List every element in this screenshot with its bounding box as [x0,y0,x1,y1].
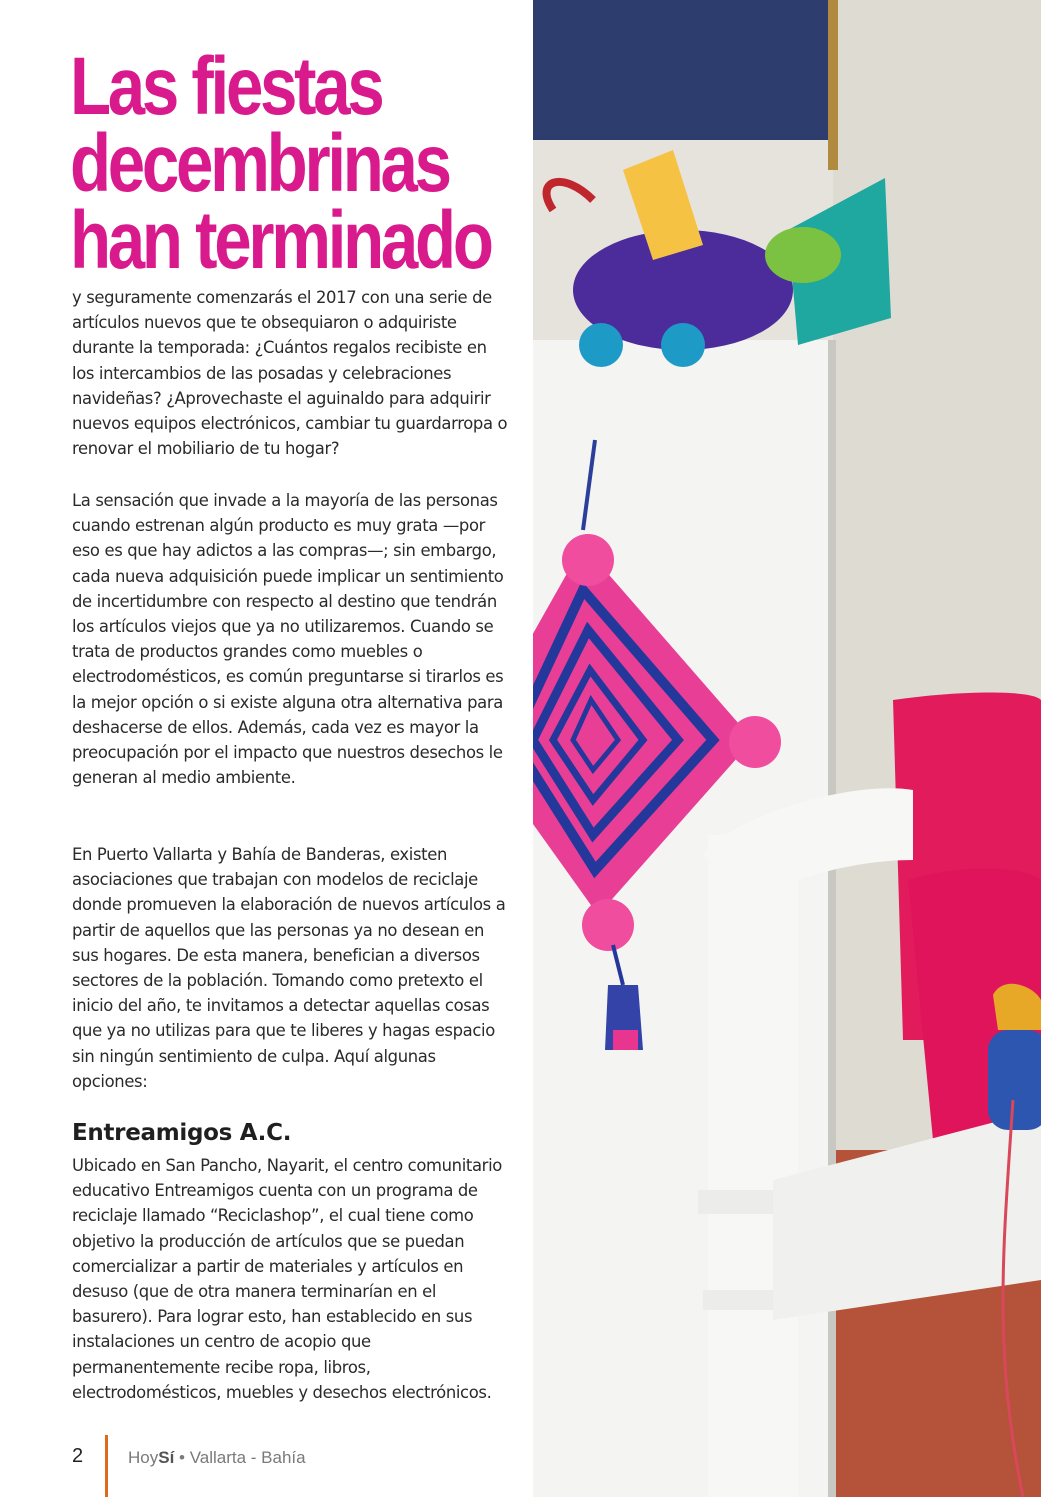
paragraph-2: La sensación que invade a la mayoría de las personas cuando estrenan algún producto es muy grata —por eso es que hay adictos a las compras—; sin embargo, cada nueva adquisición puede implicar un sentimiento de incertidumbre con respecto al destino que tendrán los artículos viejos que ya no utilizaremos. Cuando se trata de productos grandes como muebles o electrodomésticos, es común preguntarse si tirarlos es la mejor opción o si existe alguna otra alternativa para deshacerse de ellos. Además, cada vez es mayor la preocupación por el impacto que nuestros desechos le generan al medio ambiente. [72,491,504,788]
title-line-3: han terminado [70,195,491,286]
intro-paragraph: y seguramente comenzarás el 2017 con una serie de artículos nuevos que te obsequiaron o adquiriste durante la temporada: ¿Cuántos regalos recibiste en los intercambios de las posadas y celebraciones navideñas? ¿Aprovechaste el aguinaldo para adquirir nuevos equipos electrónicos, cambiar tu guardarropa o renovar el mobiliario de tu hogar? [72,288,508,459]
footer-divider [105,1435,108,1497]
publication-suffix: • Vallarta - Bahía [174,1448,306,1467]
decor-photo [533,0,1041,1497]
title-line-2: decembrinas [70,118,449,209]
title-line-1: Las fiestas [70,41,382,132]
section-paragraph: Ubicado en San Pancho, Nayarit, el centro comunitario educativo Entreamigos cuenta con un programa de reciclaje llamado “Reciclashop”, el cual tiene como objetivo la producción de artículos que se puedan comercializar a partir de materiales y artículos en desuso (que de otra manera terminarían en el basurero). Para lograr esto, han establecido en sus instalaciones un centro de acopio que permanentemente recibe ropa, libros, electrodomésticos, muebles y desechos electrónicos. [72,1156,502,1402]
publication-bold: Sí [158,1448,175,1467]
paragraph-3: En Puerto Vallarta y Bahía de Banderas, existen asociaciones que trabajan con modelos de reciclaje donde promueven la elaboración de nuevos artículos a partir de aquellos que las personas ya no desean en sus hogares. De esta manera, benefician a diversos sectores de la población. Tomando como pretexto el inicio del año, te invitamos a detectar aquellas cosas que ya no utilizas para que te liberes y hagas espacio sin ningún sentimiento de culpa. Aquí algunas opciones: [72,845,506,1091]
publication-name [128,1448,306,1468]
article-title [70,41,491,286]
section-heading: Entreamigos A.C. [72,1120,292,1146]
page-number: 2 [72,1445,84,1467]
blue-art-panel [533,0,833,140]
blue-roll-toy [988,1030,1041,1130]
publication-prefix: Hoy [128,1448,159,1467]
